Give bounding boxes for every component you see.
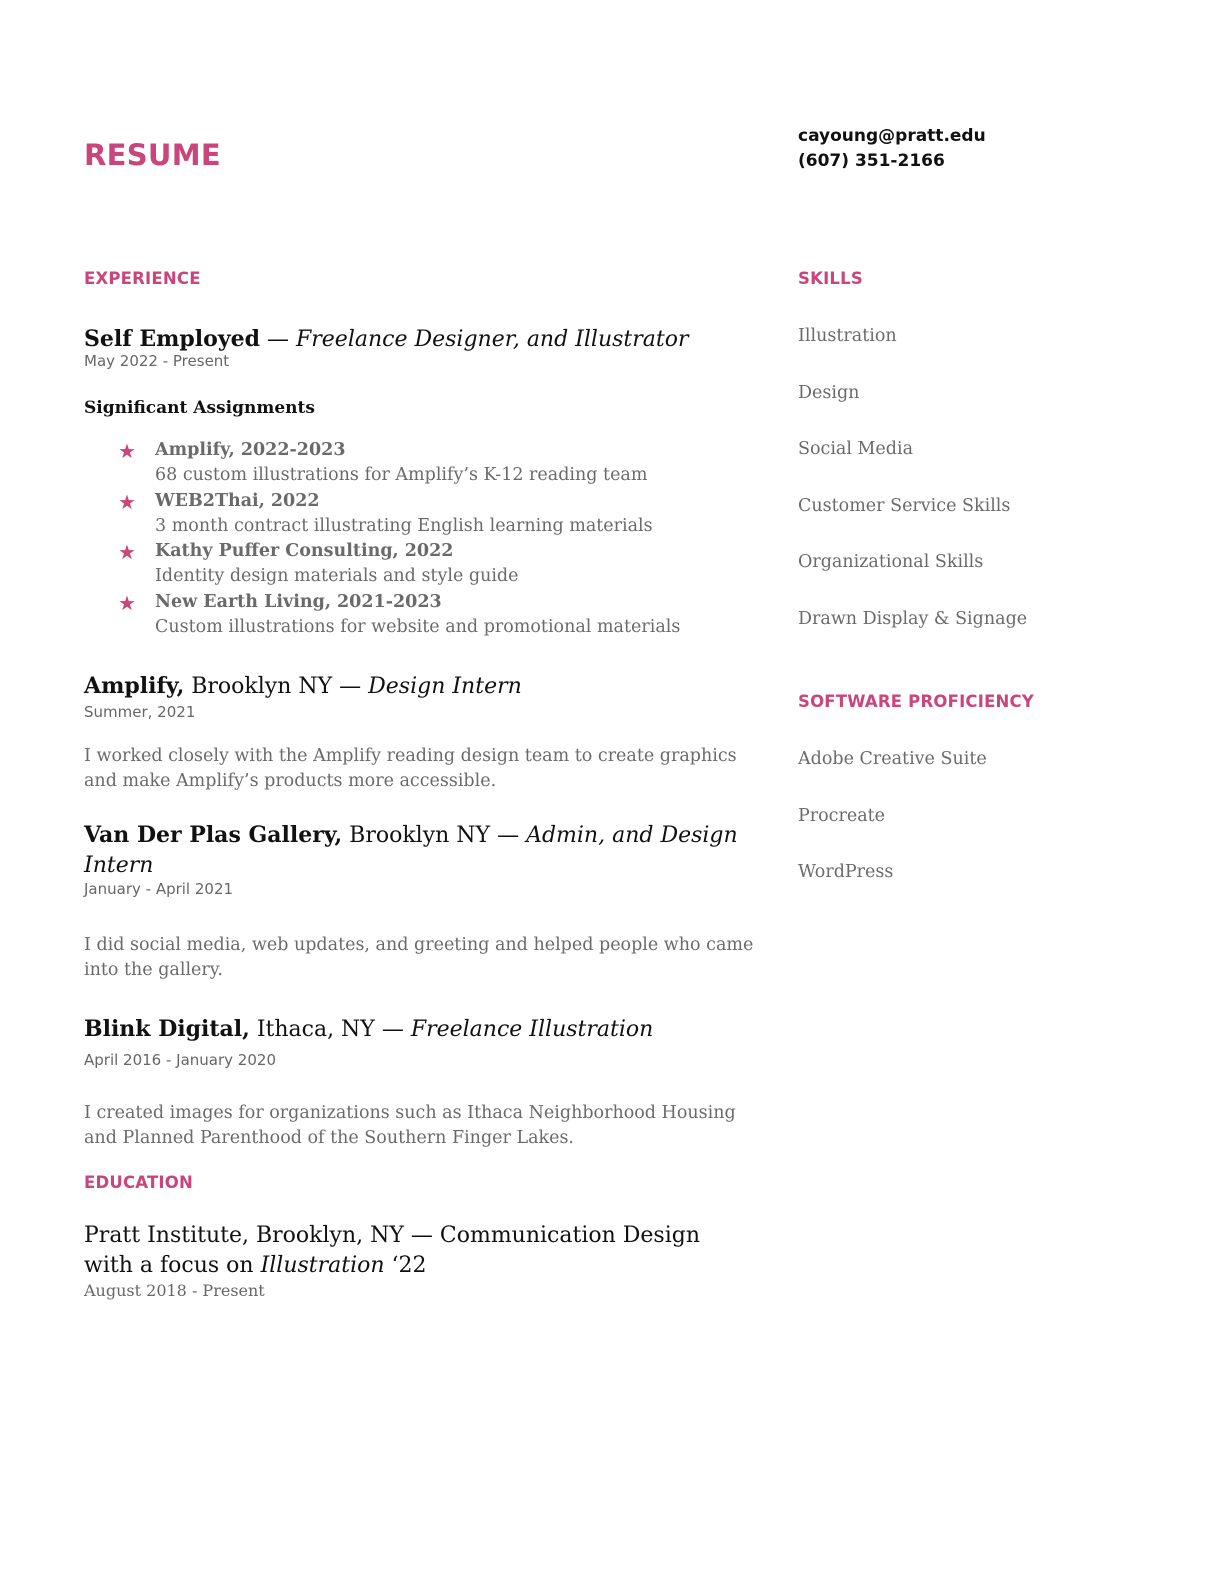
job-org: Self Employed bbox=[84, 326, 260, 352]
software-item: WordPress bbox=[798, 862, 894, 882]
job-role: Freelance Designer, and Illustrator bbox=[296, 327, 689, 352]
assignment-desc: Identity design materials and style guide bbox=[155, 566, 519, 586]
job-role: Admin, and Design Intern bbox=[84, 823, 738, 878]
list-item bbox=[118, 489, 738, 540]
skill-item: Customer Service Skills bbox=[798, 495, 1011, 516]
contact-block bbox=[798, 124, 986, 174]
skill-item: Social Media bbox=[798, 439, 914, 459]
skills-list bbox=[798, 324, 1027, 663]
assignment-title: New Earth Living, 2021-2023 bbox=[155, 591, 442, 612]
job-description: I created images for organizations such as Ithaca Neighborhood Housing and Planned Parenthood of the Southern Finger Lakes. bbox=[84, 1103, 736, 1148]
education-school bbox=[84, 1221, 744, 1281]
list-item bbox=[118, 438, 738, 489]
education-dates: August 2018 - Present bbox=[84, 1281, 265, 1300]
star-icon: ★ bbox=[118, 540, 136, 564]
email-text: cayoung@pratt.edu bbox=[798, 126, 986, 146]
education-heading: EDUCATION bbox=[84, 1173, 193, 1192]
software-heading: SOFTWARE PROFICIENCY bbox=[798, 692, 1035, 711]
star-icon: ★ bbox=[118, 590, 136, 615]
job-location: Brooklyn NY — bbox=[184, 674, 369, 699]
assignment-title: Kathy Puffer Consulting, 2022 bbox=[155, 541, 454, 561]
job-gallery-heading bbox=[84, 820, 744, 881]
skill-item: Illustration bbox=[798, 326, 897, 346]
assignment-desc: 68 custom illustrations for Amplify’s K-12 reading team bbox=[155, 465, 648, 485]
job-blink-heading bbox=[84, 1014, 744, 1045]
assignments-list bbox=[118, 438, 738, 640]
list-item bbox=[118, 590, 738, 641]
job-self-employed-heading bbox=[84, 324, 744, 355]
skill-item: Design bbox=[798, 382, 860, 403]
job-org: Blink Digital, bbox=[84, 1016, 250, 1042]
software-list bbox=[798, 747, 987, 917]
page-title: RESUME bbox=[84, 138, 222, 172]
job-location: Ithaca, NY — bbox=[249, 1017, 411, 1042]
assignment-title: WEB2Thai, 2022 bbox=[155, 490, 320, 511]
job-description: I worked closely with the Amplify reading design team to create graphics and make Amplify’s products more accessible. bbox=[84, 746, 737, 791]
job-dates: May 2022 - Present bbox=[84, 352, 230, 370]
skills-heading: SKILLS bbox=[798, 269, 863, 288]
job-amplify-heading bbox=[84, 671, 744, 702]
phone-text: (607) 351-2166 bbox=[798, 151, 945, 171]
experience-heading: EXPERIENCE bbox=[84, 269, 201, 288]
school-focus: Illustration bbox=[260, 1253, 385, 1278]
job-org: Van Der Plas Gallery, bbox=[84, 822, 343, 848]
school-year: ‘22 bbox=[384, 1253, 427, 1278]
list-item bbox=[118, 539, 738, 590]
software-item: Adobe Creative Suite bbox=[798, 749, 987, 769]
job-org: Amplify, bbox=[84, 673, 185, 699]
skill-item: Drawn Display & Signage bbox=[798, 608, 1028, 629]
star-icon: ★ bbox=[118, 489, 136, 514]
job-dates: January - April 2021 bbox=[84, 880, 234, 898]
assignments-subheading: Significant Assignments bbox=[84, 398, 315, 418]
job-dates: April 2016 - January 2020 bbox=[84, 1051, 276, 1069]
star-icon: ★ bbox=[118, 439, 136, 463]
job-dates: Summer, 2021 bbox=[84, 703, 196, 721]
job-description: I did social media, web updates, and greeting and helped people who came into the gallery. bbox=[84, 935, 754, 980]
school-line: Pratt Institute, Brooklyn, NY — Communication Design with a focus on bbox=[84, 1223, 701, 1278]
job-location: Brooklyn NY — bbox=[342, 823, 527, 848]
job-role: Freelance Illustration bbox=[410, 1017, 654, 1042]
assignment-desc: Custom illustrations for website and promotional materials bbox=[155, 616, 681, 637]
job-separator: — bbox=[260, 327, 296, 352]
software-item: Procreate bbox=[798, 805, 886, 826]
assignment-title: Amplify, 2022-2023 bbox=[155, 440, 346, 460]
skill-item: Organizational Skills bbox=[798, 552, 984, 572]
job-role: Design Intern bbox=[368, 674, 522, 699]
assignment-desc: 3 month contract illustrating English learning materials bbox=[155, 515, 653, 536]
